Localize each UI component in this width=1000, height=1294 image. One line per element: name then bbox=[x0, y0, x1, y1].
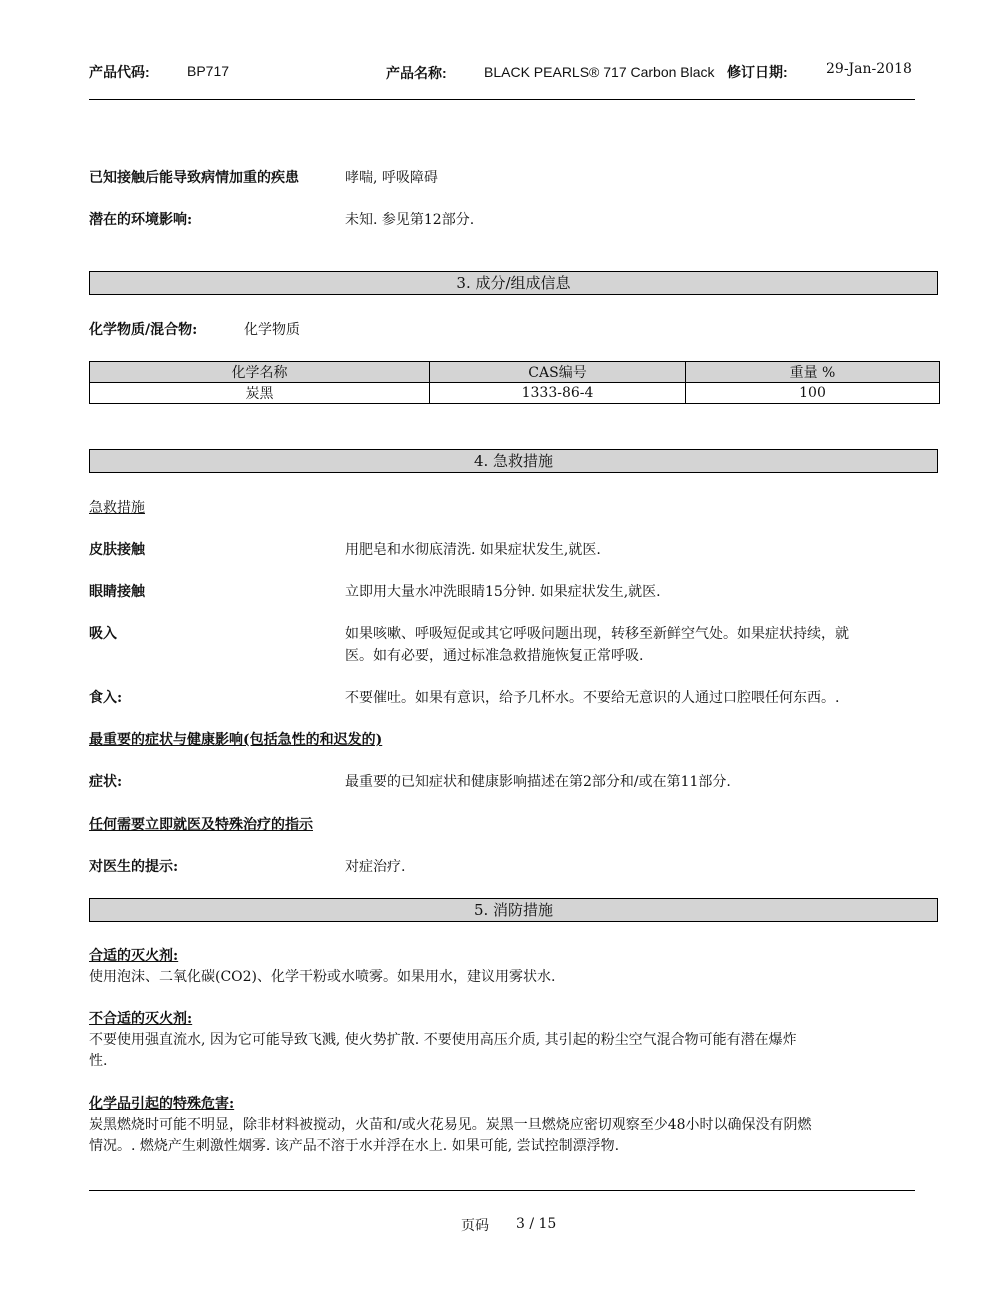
column-header-cas: CAS编号 bbox=[430, 362, 686, 383]
special-hazards-text-line-1: 炭黑燃烧时可能不明显，除非材料被搅动，火苗和/或火花易见。炭黑一旦燃烧应密切观察至少48小时以确保没有阴燃 bbox=[89, 1117, 812, 1133]
unsuitable-media-text-line-1: 不要使用强直流水, 因为它可能导致飞溅, 使火势扩散. 不要使用高压介质, 其引起的粉尘空气混合物可能有潜在爆炸 bbox=[89, 1032, 797, 1048]
ingestion-label: 食入: bbox=[89, 690, 123, 706]
section-3-title: 3. 成分/组成信息 bbox=[89, 271, 938, 295]
inhalation-value-line-2: 医。如有必要，通过标准急救措施恢复正常呼吸. bbox=[345, 648, 644, 664]
revision-date-value: 29-Jan-2018 bbox=[826, 61, 912, 77]
inhalation-label: 吸入 bbox=[89, 626, 117, 642]
page-number: 3 / 15 bbox=[516, 1216, 557, 1232]
skin-contact-label: 皮肤接触 bbox=[89, 542, 145, 558]
cell-cas-number: 1333-86-4 bbox=[430, 383, 686, 404]
product-name-value: BLACK PEARLS® 717 Carbon Black bbox=[484, 64, 715, 80]
suitable-media-heading: 合适的灭火剂: bbox=[89, 948, 179, 964]
section-4-title: 4. 急救措施 bbox=[89, 449, 938, 473]
note-to-physician-label: 对医生的提示: bbox=[89, 859, 179, 875]
composition-table bbox=[89, 361, 940, 404]
cell-weight: 100 bbox=[686, 383, 940, 404]
table-row bbox=[90, 383, 940, 404]
skin-contact-value: 用肥皂和水彻底清洗. 如果症状发生,就医. bbox=[345, 542, 601, 558]
symptoms-label: 症状: bbox=[89, 774, 123, 790]
environmental-effects-label: 潜在的环境影响: bbox=[89, 212, 193, 228]
suitable-media-text: 使用泡沫、二氧化碳(CO2)、化学干粉或水喷雾。如果用水，建议用雾状水. bbox=[89, 969, 556, 985]
special-hazards-heading: 化学品引起的特殊危害: bbox=[89, 1096, 235, 1112]
environmental-effects-value: 未知. 参见第12部分. bbox=[345, 212, 475, 228]
product-code-value: BP717 bbox=[187, 63, 230, 79]
inhalation-value-line-1: 如果咳嗽、呼吸短促或其它呼吸问题出现，转移至新鲜空气处。如果症状持续，就 bbox=[345, 626, 849, 642]
header-rule bbox=[89, 99, 915, 100]
aggravated-conditions-label: 已知接触后能导致病情加重的疾患 bbox=[89, 170, 299, 186]
special-hazards-text-line-2: 情况。. 燃烧产生刺激性烟雾. 该产品不溶于水并浮在水上. 如果可能, 尝试控制漂浮物. bbox=[89, 1138, 620, 1154]
ingestion-value: 不要催吐。如果有意识，给予几杯水。不要给无意识的人通过口腔喂任何东西。. bbox=[345, 690, 840, 706]
substance-mixture-value: 化学物质 bbox=[244, 322, 300, 338]
product-name-label: 产品名称: bbox=[386, 65, 447, 81]
column-header-weight: 重量 % bbox=[686, 362, 940, 383]
page-label: 页码 bbox=[461, 1218, 489, 1234]
substance-mixture-label: 化学物质/混合物: bbox=[89, 322, 198, 338]
product-code-label: 产品代码: bbox=[89, 64, 150, 80]
medical-attention-heading: 任何需要立即就医及特殊治疗的指示 bbox=[89, 817, 313, 833]
cell-chemical-name: 炭黑 bbox=[90, 383, 430, 404]
column-header-chemical-name: 化学名称 bbox=[90, 362, 430, 383]
unsuitable-media-heading: 不合适的灭火剂: bbox=[89, 1011, 193, 1027]
section-5-title: 5. 消防措施 bbox=[89, 898, 938, 922]
aggravated-conditions-value: 哮喘, 呼吸障碍 bbox=[345, 170, 438, 186]
symptoms-heading: 最重要的症状与健康影响(包括急性的和迟发的) bbox=[89, 732, 383, 748]
first-aid-subtitle: 急救措施 bbox=[89, 500, 145, 516]
eye-contact-value: 立即用大量水冲洗眼睛15分钟. 如果症状发生,就医. bbox=[345, 584, 661, 600]
revision-date-label: 修订日期: bbox=[727, 64, 788, 80]
composition-table-header bbox=[90, 362, 940, 383]
footer-rule bbox=[89, 1190, 915, 1191]
unsuitable-media-text-line-2: 性. bbox=[89, 1053, 108, 1069]
note-to-physician-value: 对症治疗. bbox=[345, 859, 406, 875]
eye-contact-label: 眼睛接触 bbox=[89, 584, 145, 600]
symptoms-value: 最重要的已知症状和健康影响描述在第2部分和/或在第11部分. bbox=[345, 774, 731, 790]
